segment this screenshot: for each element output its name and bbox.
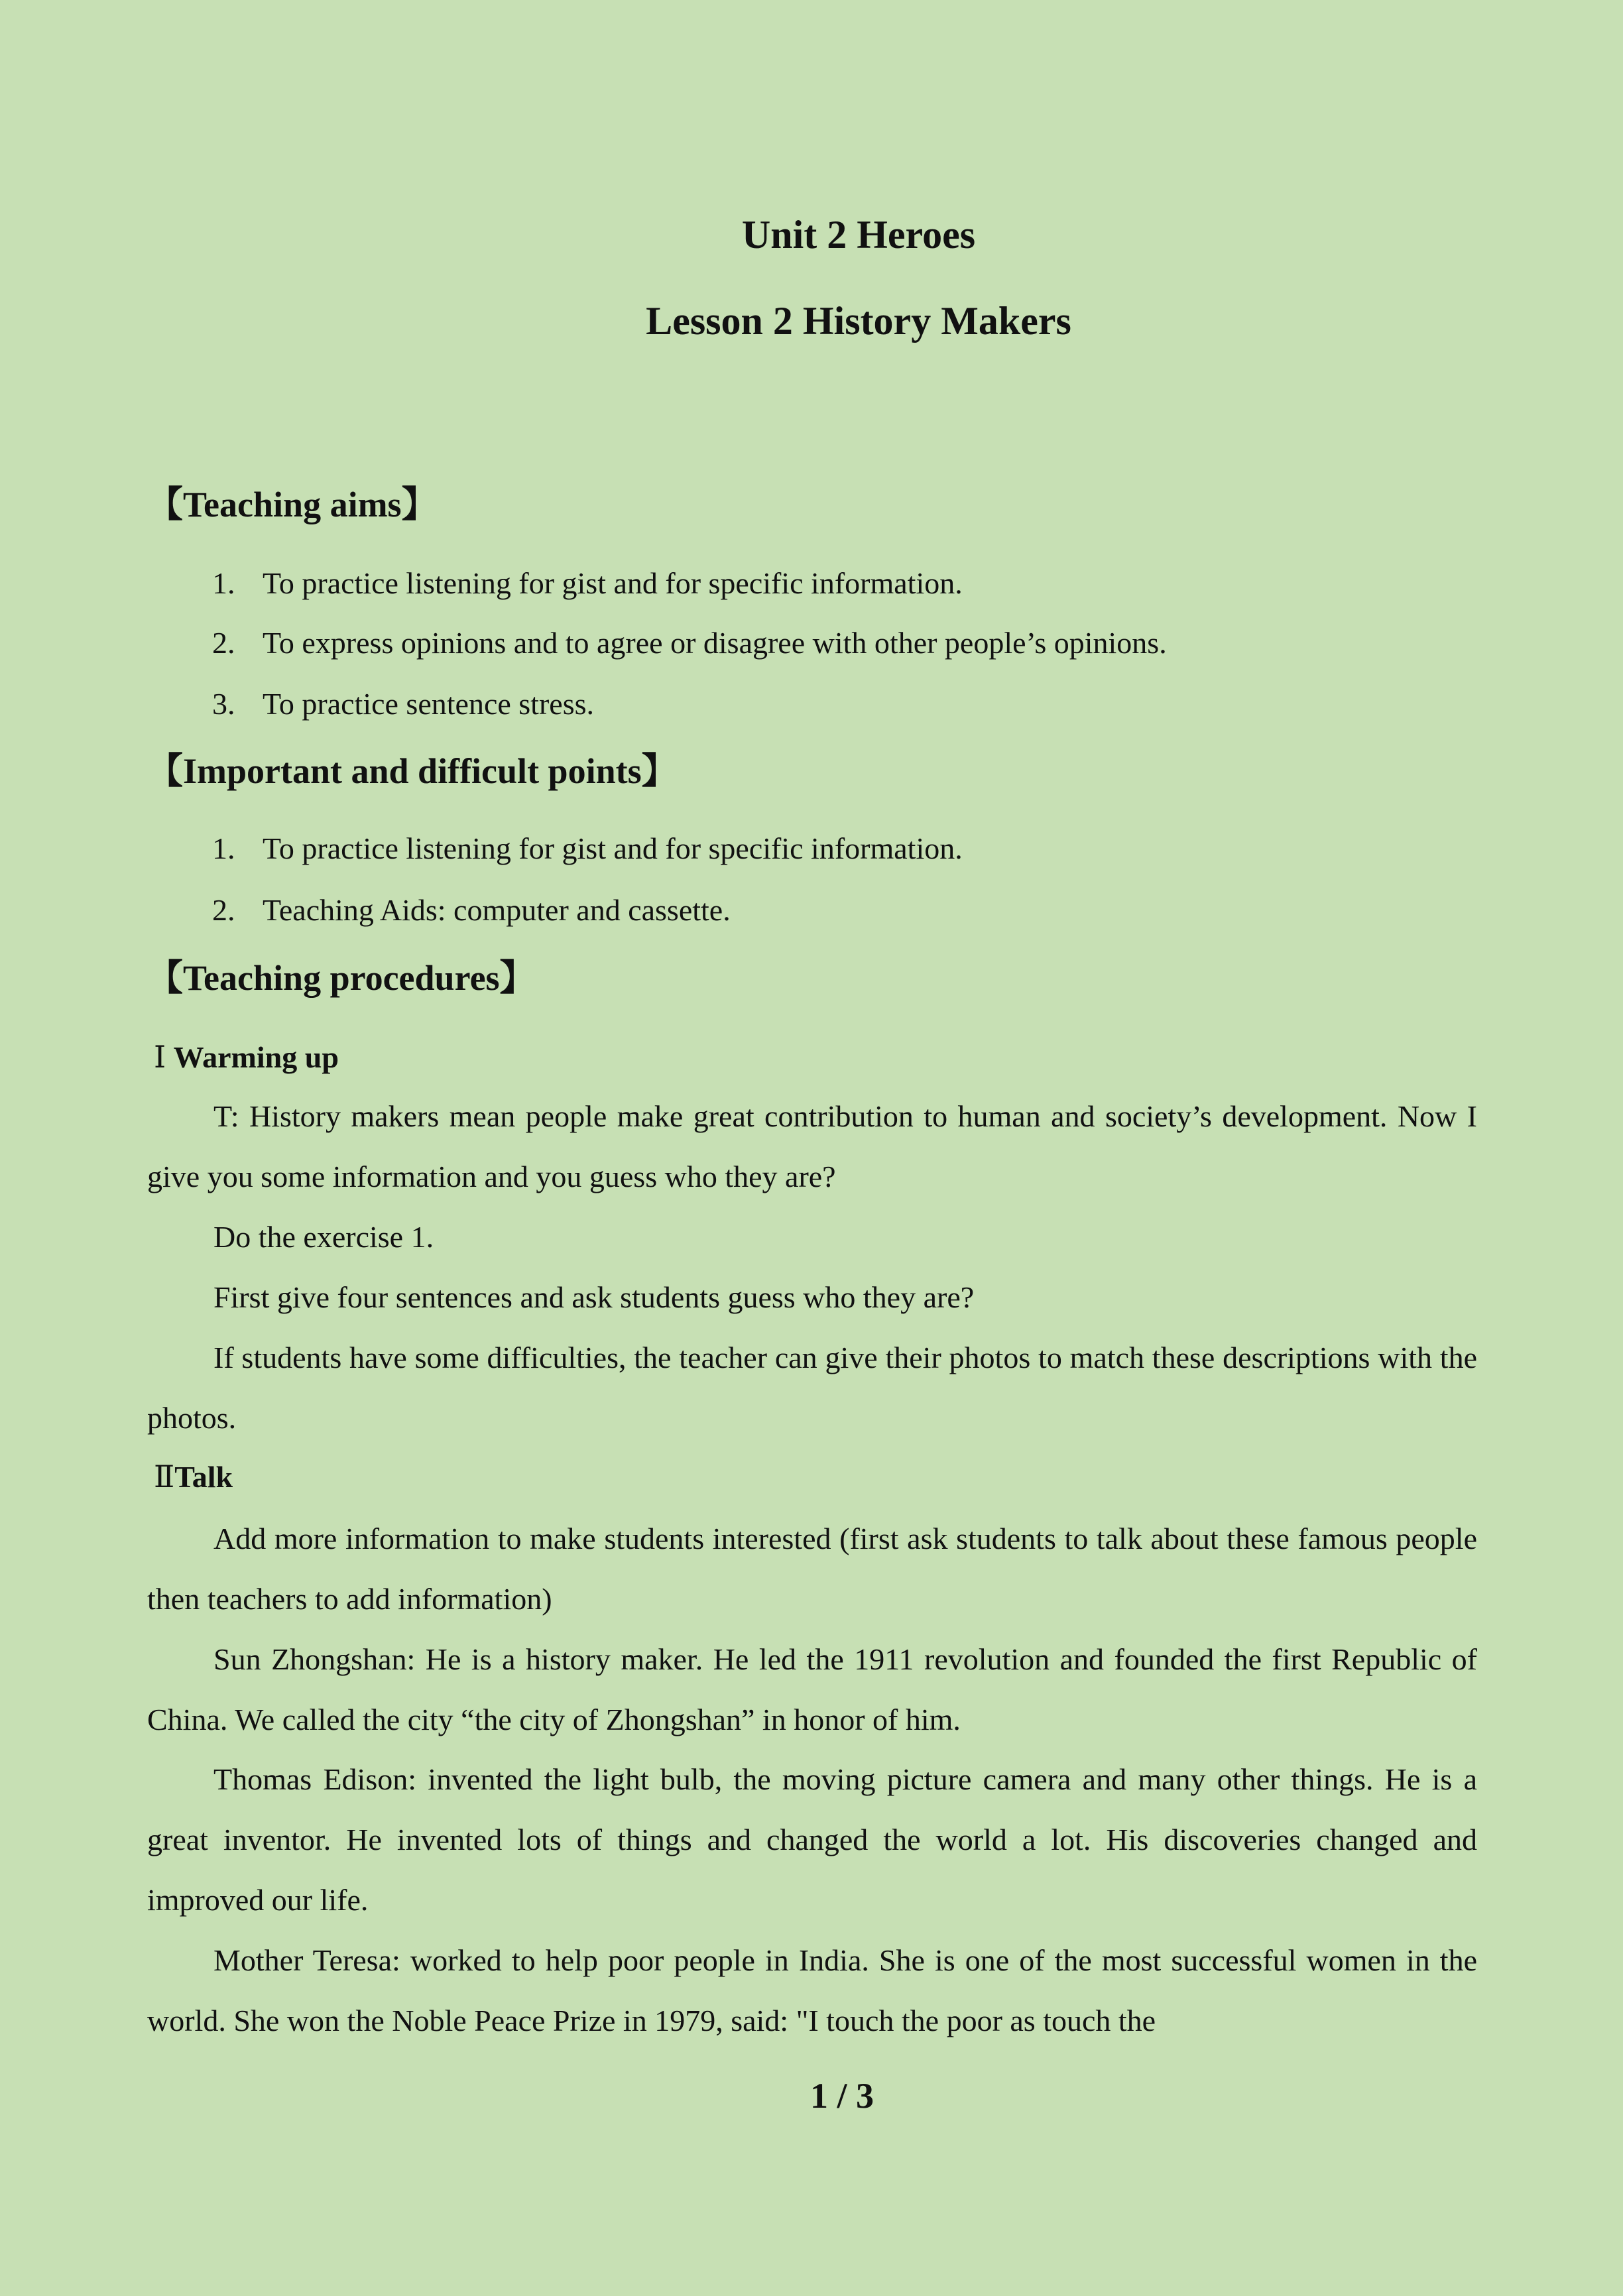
point-item-2: 2. Teaching Aids: computer and cassette. [212, 893, 731, 927]
warming-up-paragraph-2: Do the exercise 1. [213, 1220, 434, 1254]
warming-up-paragraph-3: First give four sentences and ask students guess who they are? [213, 1280, 975, 1314]
page-number: 1 / 3 [810, 2076, 874, 2116]
teaching-aims-heading: 【Teaching aims】 [147, 485, 438, 524]
talk-subheading: ⅡTalk [154, 1460, 233, 1494]
teaching-procedures-heading: 【Teaching procedures】 [147, 958, 536, 998]
talk-paragraph-1: Add more information to make students interested (first ask students to talk about these famous people then teachers to add information) [147, 1522, 1477, 1616]
aim-item-3: 3. To practice sentence stress. [212, 687, 595, 721]
unit-title: Unit 2 Heroes [741, 213, 976, 257]
warming-up-paragraph-1: T: History makers mean people make great contribution to human and society’s development. Now I give you some information and you guess who they are? [147, 1099, 1477, 1193]
talk-paragraph-4: Mother Teresa: worked to help poor people in India. She is one of the most successful women in the world. She won the Noble Peace Prize in 1979, said: "I touch the poor as touch the [147, 1943, 1477, 2037]
aim-item-2: 2. To express opinions and to agree or disagree with other people’s opinions. [212, 626, 1167, 660]
warming-up-paragraph-4: If students have some difficulties, the teacher can give their photos to match these descriptions with the photos. [147, 1341, 1477, 1435]
important-points-heading: 【Important and difficult points】 [147, 751, 678, 791]
aim-item-1: 1. To practice listening for gist and for specific information. [212, 566, 963, 600]
point-item-1: 1. To practice listening for gist and for specific information. [212, 831, 963, 865]
lesson-title: Lesson 2 History Makers [646, 299, 1071, 343]
talk-paragraph-2: Sun Zhongshan: He is a history maker. He led the 1911 revolution and founded the first Republic of China. We called the city “the city of Zhongshan” in honor of him. [147, 1642, 1477, 1736]
talk-paragraph-3: Thomas Edison: invented the light bulb, the moving picture camera and many other things. He is a great inventor. He invented lots of things and changed the world a lot. His discoveries changed and improved our life. [147, 1762, 1477, 1917]
warming-up-subheading: Ⅰ Warming up [154, 1040, 339, 1074]
